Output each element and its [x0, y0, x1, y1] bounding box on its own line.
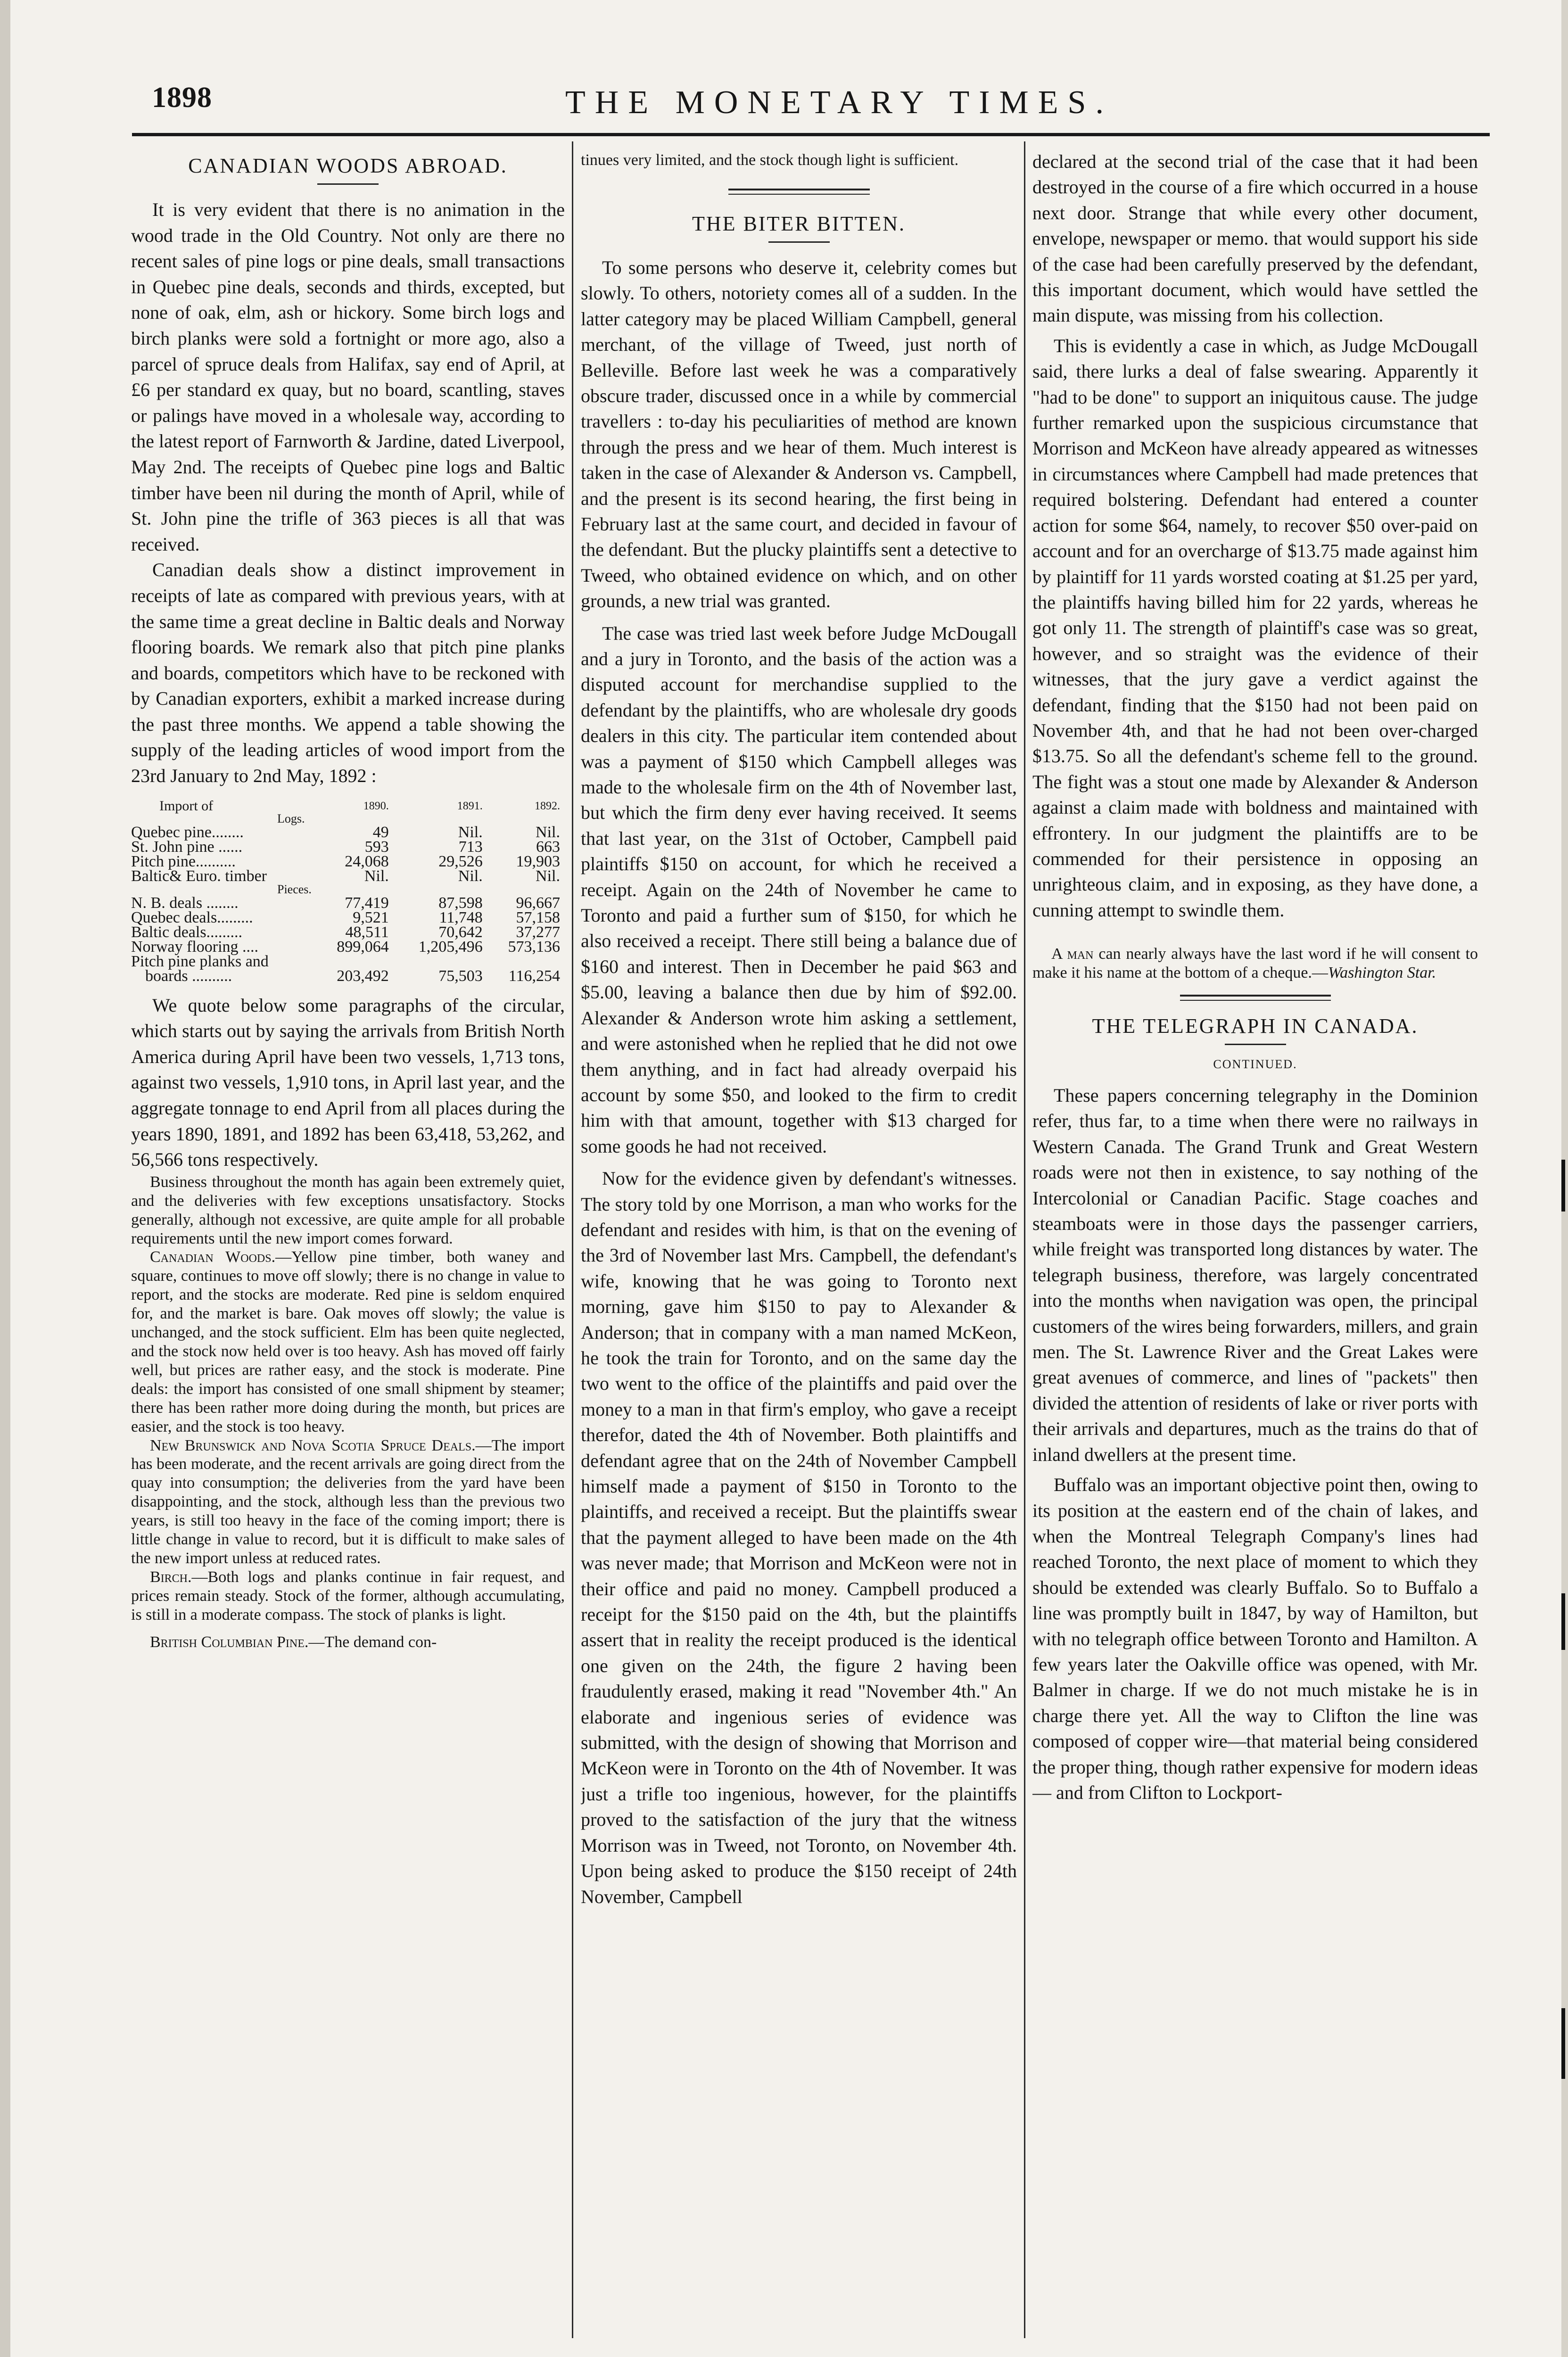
table-cell: 48,511	[345, 923, 389, 941]
table-year-header: 1892.	[535, 799, 560, 812]
page-edge-left	[0, 0, 10, 2357]
paragraph: To some persons who deserve it, celebrity comes but slowly. To others, notoriety comes all of a sudden. In the latter category may be placed William Campbell, general merchant, of the village of Tweed, just north of Belleville. Before last week he was a comparatively obscure trader, discussed once in a while by commercial travellers : to-day his peculiarities of method are known through the press and we hear of them. Much interest is taken in the case of Alexander & Anderson vs. Campbell, and the present is its second hearing, the first being in February last at the same court, and decided in favour of the defendant. But the plucky plaintiffs sent a detective to Tweed, who obtained evidence on which, and on other grounds, a new trial was granted.	[581, 256, 1017, 612]
table-row	[131, 969, 565, 983]
table-cell: 87,598	[438, 894, 483, 912]
table-row	[131, 896, 565, 910]
binding-mark	[1561, 2008, 1565, 2079]
section-rule	[728, 189, 870, 195]
table-cell-label: Baltic deals.........	[131, 923, 243, 941]
paragraph: Buffalo was an important objective point then, owing to its position at the eastern end of the chain of lakes, and when the Montreal Telegraph Company's lines had reached Toronto, the next place of moment to which they should be extended was clearly Buffalo. So to Buffalo a line was promptly built in 1847, by way of Hamilton, but with no telegraph office between Toronto and Hamilton. A few years later the Oakville office was opened, with Mr. Balmer in charge. If we do not much mistake he is in charge there yet. All the way to Clifton the line was composed of copper wire—that material being considered the proper thing, though rather expensive for modern ideas — and from Clifton to Lockport-	[1032, 1474, 1478, 1803]
table-row	[131, 869, 565, 883]
table-unit-label: Logs.	[277, 811, 305, 825]
table-cell-label: N. B. deals ........	[131, 894, 239, 912]
table-cell: 29,526	[438, 852, 483, 870]
table-row	[131, 925, 565, 940]
table-row	[131, 840, 565, 854]
table-cell-label: Norway flooring ....	[131, 938, 259, 956]
title-rule	[1225, 1044, 1286, 1045]
column-2	[581, 141, 1017, 2348]
quoted-paragraph: New Brunswick and Nova Scotia Spruce Deals.—The import has been moderate, and the recent arrivals are going direct from the quay into consumption; the deliveries from the yard have been disappointing, and the stock, although less than the previous two years, is still too heavy in the face of the coming import; there is little change in value to record, but it is difficult to make sales of the new import unless at reduced rates.	[131, 1436, 565, 1567]
table-cell: 116,254	[508, 967, 560, 985]
table-header-label: Import of	[159, 798, 214, 814]
paragraph: This is evidently a case in which, as Judge McDougall said, there lurks a deal of false swearing. Apparently it "had to be done" to support an iniquitous cause. The judge further remarked upon the suspicious circumstance that Morrison and McKeon have already appeared as witnesses in circumstances where Campbell had made pretences that required bolstering. Defendant had entered a counter action for some $64, namely, to recover $50 over-paid on account and for an overcharge of $13.75 made against him by plaintiff for 11 yards worsted coating at $1.25 per yard, the plaintiffs having billed him for 22 yards, whereas he got only 11. The strength of plaintiff's case was so great, however, and so straight was the evidence of their witnesses, that the jury gave a verdict against the defendant, finding that the $150 had not been paid on November 4th, and that he had not been over-charged $13.75. So all the defendant's scheme fell to the ground. The fight was a stout one made by Alexander & Anderson against a claim made with boldness and maintained with effrontery. In our judgment the plaintiffs are to be commended for their persistence in opposing an unrighteous claim, and in exposing, as they have done, a cunning attempt to swindle them.	[1032, 335, 1478, 921]
table-cell-label: Pitch pine..........	[131, 852, 236, 870]
paragraph: Canadian deals show a distinct improvement in receipts of late as compared with previous years, with at the same time a great decline in Baltic deals and Norway flooring boards. We remark also that pitch pine planks and boards, competitors which have to be reckoned with by Canadian exporters, exhibit a marked increase during the past three months. We append a table showing the supply of the leading articles of wood import from the 23rd January to 2nd May, 1892 :	[131, 559, 565, 787]
table-cell: Nil.	[458, 823, 483, 841]
table-unit-label: Pieces.	[277, 882, 312, 896]
table-cell: 9,521	[353, 908, 389, 926]
quoted-paragraph: Canadian Woods.—Yellow pine timber, both waney and square, continues to move off slowly; there is no change in value to report, and the stocks are moderate. Red pine is seldom enquired for, and the market is bare. Oak moves off slowly; the value is unchanged, and the stock sufficient. Elm has been quite neglected, and the stock now held over is too heavy. Ash has moved off fairly well, but prices are rather easy, and the stock is moderate. Pine deals: the import has consisted of one small shipment by steamer; there has been rather more doing during the month, but prices are easier, and the stock is too heavy.	[131, 1248, 565, 1435]
masthead: THE MONETARY TIMES.	[565, 84, 1113, 121]
column-divider	[1024, 141, 1025, 2338]
table-year-header: 1891.	[457, 799, 483, 812]
article-title: THE BITER BITTEN.	[692, 212, 906, 235]
table-cell-label: St. John pine ......	[131, 838, 243, 856]
section-head: Birch.	[150, 1568, 192, 1586]
section-rule	[1180, 995, 1331, 1001]
table-cell-label: Quebec pine........	[131, 823, 244, 841]
article-title: CANADIAN WOODS ABROAD.	[188, 154, 508, 177]
paragraph: It is very evident that there is no animation in the wood trade in the Old Country. Not only are there no recent sales of pine logs or pine deals, small transactions in Quebec pine deals, seconds and thirds, excepted, but none of oak, elm, ash or hickory. Some birch logs and birch planks were sold a fortnight or more ago, also a parcel of spruce deals from Halifax, say end of April, at £6 per standard ex quay, but no board, scantling, staves or palings have moved in a wholesale way, according to the latest report of Farnworth & Jardine, dated Liverpool, May 2nd. The receipts of Quebec pine logs and Baltic timber have been nil during the month of April, while of St. John pine the trifle of 363 pieces is all that was received.	[131, 199, 565, 555]
section-head: Canadian Woods.	[150, 1248, 276, 1266]
quoted-paragraph: Business throughout the month has again been extremely quiet, and the deliveries with few exceptions unsatisfactory. Stocks generally, although not excessive, are quite ample for all probable requirements until the new import comes forward.	[131, 1173, 565, 1247]
paragraph: Now for the evidence given by defendant's witnesses. The story told by one Morrison, a man who works for the defendant and resides with him, is that on the evening of the 3rd of November last Mrs. Campbell, the defendant's wife, knowing that he was going to Toronto next morning, gave him $150 to pay to Alexander & Anderson; that in company with a man named McKeon, he took the train for Toronto, and on the same day the two went to the office of the plaintiffs and paid over the money to a man in that firm's employ, who gave a receipt therefor, dated the 4th of November. Both plaintiffs and defendant agree that on the 24th of November Campbell himself made a payment of $150 in Toronto to the plaintiffs, and received a receipt. But the plaintiffs swear that the payment alleged to have been made on the 4th was never made; that Morrison and McKeon were not in their office and paid no money. Campbell produced a receipt for the $150 paid on the 4th, but the plaintiffs assert that in reality the receipt produced is the identical one given on the 24th, the figure 2 having been fraudulently erased, making it read "November 4th." An elaborate and ingenious series of evidence was submitted, with the design of showing that Morrison and McKeon were in Toronto on the 4th of November. It was just a trifle too ingenious, however, for the plaintiffs proved to the satisfaction of the jury that the witness Morrison was in Tweed, not Toronto, on November 4th. Upon being asked to produce the $150 receipt of 24th November, Campbell	[581, 1168, 1017, 1907]
section-head: New Brunswick and Nova Scotia Spruce Deals.	[150, 1436, 476, 1454]
table-row	[131, 940, 565, 954]
table-row	[131, 910, 565, 925]
table-cell: 899,064	[337, 938, 389, 956]
table-cell: 49	[372, 823, 389, 841]
continued-label: CONTINUED.	[1213, 1057, 1297, 1071]
column-3	[1032, 141, 1478, 2348]
filler-paragraph: A man can nearly always have the last word if he will consent to make it his name at the bottom of a cheque.—Washington Star.	[1032, 945, 1478, 982]
table-cell: 19,903	[516, 852, 560, 870]
table-cell: 593	[364, 838, 389, 856]
table-cell: Nil.	[458, 867, 483, 885]
paragraph: We quote below some paragraphs of the circular, which starts out by saying the arrivals from British North America during April have been two vessels, 1,713 tons, against two vessels, 1,910 tons, in April last year, and the aggregate tonnage to end April from all places during the years 1890, 1891, and 1892 has been 63,418, 53,262, and 56,566 tons respectively.	[131, 994, 565, 1170]
title-rule	[317, 183, 379, 185]
title-rule	[768, 241, 830, 243]
table-cell: Nil.	[536, 867, 560, 885]
table-cell: 77,419	[345, 894, 389, 912]
table-cell-label: Baltic& Euro. timber	[131, 867, 267, 885]
table-cell-label: Pitch pine planks and	[131, 952, 269, 970]
table-cell: 11,748	[439, 908, 483, 926]
column-1	[131, 141, 565, 2348]
header-rule	[132, 133, 1490, 136]
continued-paragraph: tinues very limited, and the stock though light is sufficient.	[581, 151, 959, 169]
table-cell: 24,068	[345, 852, 389, 870]
article-title: THE TELEGRAPH IN CANADA.	[1092, 1014, 1419, 1038]
table-cell-label: boards ..........	[145, 967, 232, 985]
table-year-header: 1890.	[363, 799, 389, 812]
table-cell: Nil.	[364, 867, 389, 885]
table-cell: 96,667	[516, 894, 560, 912]
paragraph: declared at the second trial of the case that it had been destroyed in the course of a fire which occurred in a house next door. Strange that while every other document, envelope, newspaper or memo. that would support his side of the case had been carefully preserved by the defendant, this important document, which would have settled the main dispute, was missing from his collection.	[1032, 151, 1478, 326]
paragraph: These papers concerning telegraphy in the Dominion refer, thus far, to a time when there were no railways in Western Canada. The Grand Trunk and Great Western roads were not then in existence, to say nothing of the Intercolonial or Canadian Pacific. Stage coaches and steamboats were in those days the passenger carriers, while freight was transported long distances by water. The telegraph business, therefore, was largely concentrated into the months when navigation was open, the principal customers of the wires being forwarders, millers, and grain men. The St. Lawrence River and the Great Lakes were great avenues of commerce, and lines of "packets" then divided the attention of residents of lake or river ports with their arrivals and departures, much as the trains do that of inland dwellers at the present time.	[1032, 1085, 1478, 1465]
paragraph: The case was tried last week before Judge McDougall and a jury in Toronto, and the basis of the action was a disputed account for merchandise supplied to the defendant by the plaintiffs, who are wholesale dry goods dealers in this city. The particular item contended about was a payment of $150 which Campbell alleges was made to the wholesale firm on the 4th of November last, but which the firm deny ever having received. It seems that last year, on the 31st of October, Campbell paid plaintiffs $150 on account, for which he received a receipt. Again on the 24th of November he came to Toronto and paid a further sum of $150, for which he also received a receipt. There still being a balance due of $160 and interest. Then in December he paid $63 and $5.00, leaving a balance then due by him of $92.00. Alexander & Anderson wrote him asking a settlement, and were astonished when he replied that he did not owe them anything, and in fact had already overpaid his account by some $50, and looked to the firm to credit him with that amount, together with $13 charged for some goods he had not received.	[581, 622, 1017, 1157]
column-divider	[572, 141, 573, 2338]
table-cell: 573,136	[508, 938, 560, 956]
table-cell: 75,503	[438, 967, 483, 985]
table-cell: 663	[536, 838, 560, 856]
table-cell: 70,642	[438, 923, 483, 941]
binding-mark	[1561, 1593, 1565, 1650]
page-number: 1898	[152, 82, 212, 114]
table-cell: 1,205,496	[418, 938, 483, 956]
quoted-paragraph: Birch.—Both logs and planks continue in fair request, and prices remain steady. Stock of the former, although accumulating, is still in a moderate compass. The stock of planks is light.	[131, 1568, 565, 1624]
section-head: British Columbian Pine.	[150, 1633, 309, 1651]
table-cell: 713	[458, 838, 483, 856]
table-cell-label: Quebec deals.........	[131, 908, 253, 926]
table-cell: 203,492	[337, 967, 389, 985]
table-row	[131, 825, 565, 840]
table-cell: 57,158	[516, 908, 560, 926]
table-cell: Nil.	[536, 823, 560, 841]
binding-mark	[1561, 1160, 1565, 1211]
table-row	[131, 854, 565, 869]
wood-import-table	[131, 799, 565, 983]
quoted-paragraph: British Columbian Pine.—The demand con-	[150, 1633, 437, 1651]
table-cell: 37,277	[516, 923, 560, 941]
